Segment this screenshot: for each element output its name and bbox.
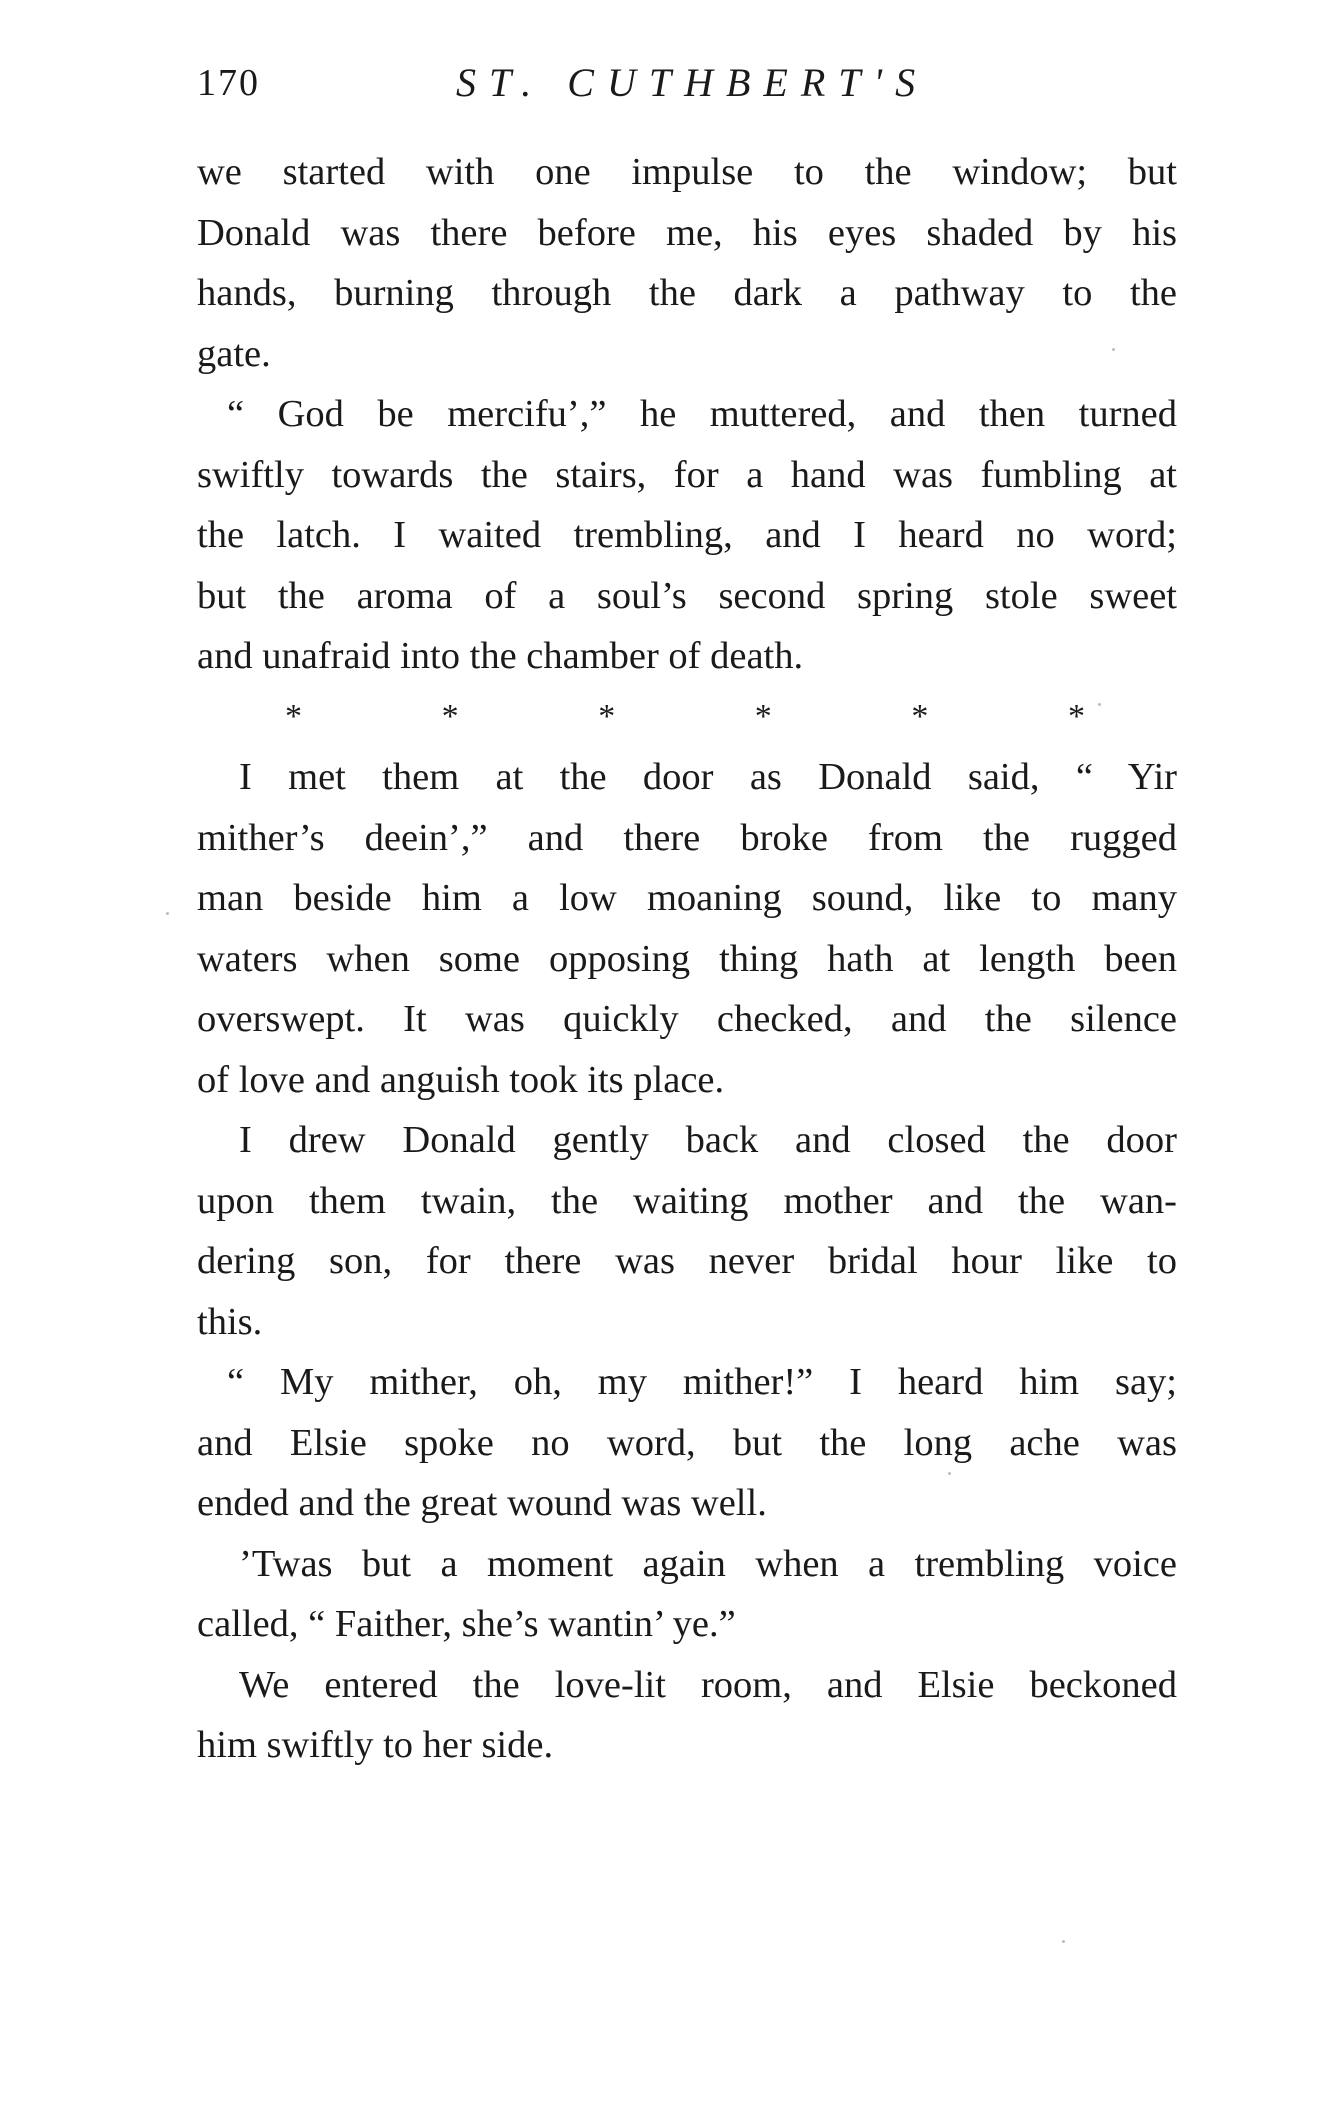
text-line: we started with one impulse to the window; but [197,151,1177,193]
text-line: and Elsie spoke no word, but the long ache was [197,1421,1177,1464]
asterisk: * [441,697,459,735]
paragraph [197,1352,1177,1534]
text-line: I met them at the door as Donald said, “ Yir [239,756,1177,798]
paper-speck [1062,1940,1065,1943]
text-line: this. [197,1300,263,1343]
asterisk: * [1067,697,1085,735]
text-line: overswept. It was quickly checked, and the silence [197,998,1177,1040]
page-header [197,55,1177,115]
asterisk: * [911,697,929,735]
text-line: called, “ Faither, she’s wantin’ ye.” [197,1603,736,1645]
text-line: waters when some opposing thing hath at length been [197,937,1177,980]
paragraph [197,1534,1177,1655]
text-line: dering son, for there was never bridal hour like to [197,1240,1177,1282]
text-line: of love and anguish took its place. [197,1058,725,1101]
paragraph [197,142,1177,384]
text-line: mither’s deein’,” and there broke from the rugged [197,816,1177,859]
text-line: swiftly towards the stairs, for a hand was fumbling at [197,453,1177,496]
text-line: “ God be mercifu’,” he muttered, and then turned [227,393,1177,435]
text-line: him swiftly to her side. [197,1724,554,1766]
text-line: ended and the great wound was well. [197,1482,767,1524]
page-number: 170 [197,62,260,104]
text-line: ’Twas but a moment again when a trembling voice [239,1542,1177,1585]
asterisk: * [754,697,772,735]
paper-speck [166,912,169,915]
running-head: ST. CUTHBERT'S [456,60,929,105]
paragraph [197,747,1177,1110]
asterisk: * [285,697,302,735]
paragraph [197,1655,1177,1776]
paper-speck [1098,703,1101,706]
text-line: but the aroma of a soul’s second spring stole sweet [197,574,1177,617]
asterisk: * [598,697,616,735]
text-line: “ My mither, oh, my mither!” I heard him say; [227,1361,1177,1403]
text-line: and unafraid into the chamber of death. [197,635,804,677]
paper-speck [1112,348,1115,351]
text-line: I drew Donald gently back and closed the door [239,1119,1177,1161]
text-line: upon them twain, the waiting mother and the wan- [197,1179,1177,1222]
text-line: man beside him a low moaning sound, like to many [197,877,1177,919]
section-break [285,687,1085,748]
text-line: hands, burning through the dark a pathway to the [197,272,1177,314]
text-line: the latch. I waited trembling, and I heard no word; [197,514,1177,556]
paragraph [197,384,1177,687]
body-text [197,142,1177,1776]
text-line: Donald was there before me, his eyes shaded by his [197,211,1177,254]
text-line: gate. [197,332,271,375]
paper-speck [948,1472,951,1475]
paragraph [197,1110,1177,1352]
text-line: We entered the love-lit room, and Elsie beckoned [239,1663,1177,1706]
